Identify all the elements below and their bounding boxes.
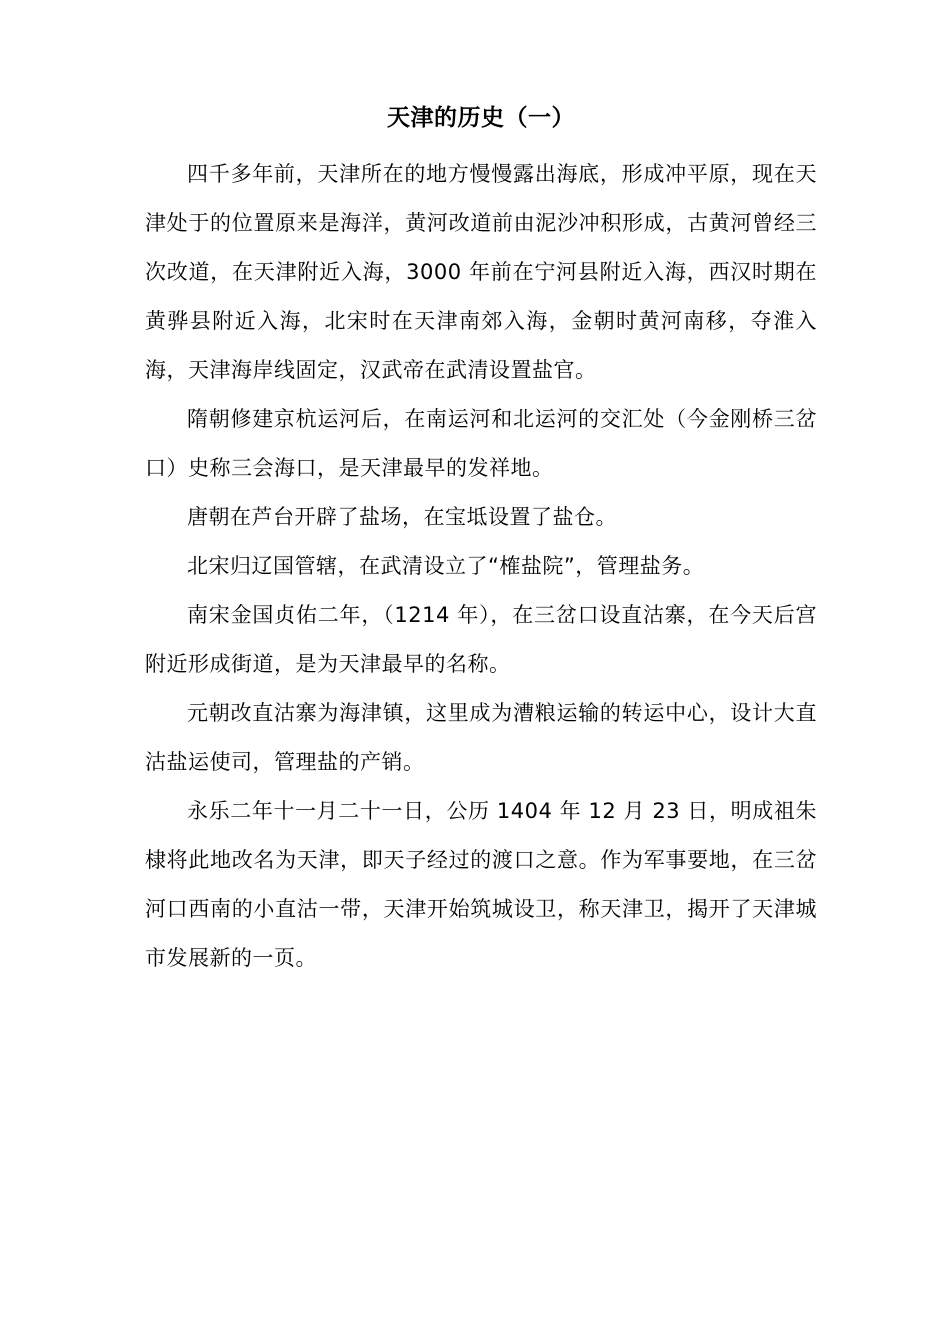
document-body	[145, 98, 817, 983]
paragraph-tang-dynasty: 唐朝在芦台开辟了盐场，在宝坻设置了盐仓。	[187, 505, 617, 529]
document-title: 天津的历史（一）	[387, 105, 575, 131]
paragraph-ming-yongle: 永乐二年十一月二十一日，公历 1404 年 12 月 23 日，明成祖朱棣将此地改名为天津，即天子经过的渡口之意。作为军事要地，在三岔河口西南的小直沽一带，天津开始筑城设卫，称天津卫，揭开了天津城市发展新的一页。	[145, 799, 817, 970]
paragraph-northern-song: 北宋归辽国管辖，在武清设立了“榷盐院”，管理盐务。	[187, 554, 705, 578]
paragraph-yuan-dynasty: 元朝改直沽寨为海津镇，这里成为漕粮运输的转运中心，设计大直沽盐运使司，管理盐的产销。	[145, 701, 817, 774]
paragraph-southern-song-jin: 南宋金国贞佑二年，（1214 年），在三岔口设直沽寨，在今天后宫附近形成街道，是为天津最早的名称。	[145, 603, 817, 676]
paragraph-sui-dynasty: 隋朝修建京杭运河后，在南运河和北运河的交汇处（今金刚桥三岔口）史称三会海口，是天津最早的发祥地。	[145, 407, 817, 480]
paragraph-origins: 四千多年前，天津所在的地方慢慢露出海底，形成冲平原，现在天津处于的位置原来是海洋，黄河改道前由泥沙冲积形成，古黄河曾经三次改道，在天津附近入海，3000 年前在宁河县附近入海，西汉时期在黄骅县附近入海，北宋时在天津南郊入海，金朝时黄河南移，夺淮入海，天津海岸线固定，汉武帝在武清设置盐官。	[145, 162, 817, 382]
